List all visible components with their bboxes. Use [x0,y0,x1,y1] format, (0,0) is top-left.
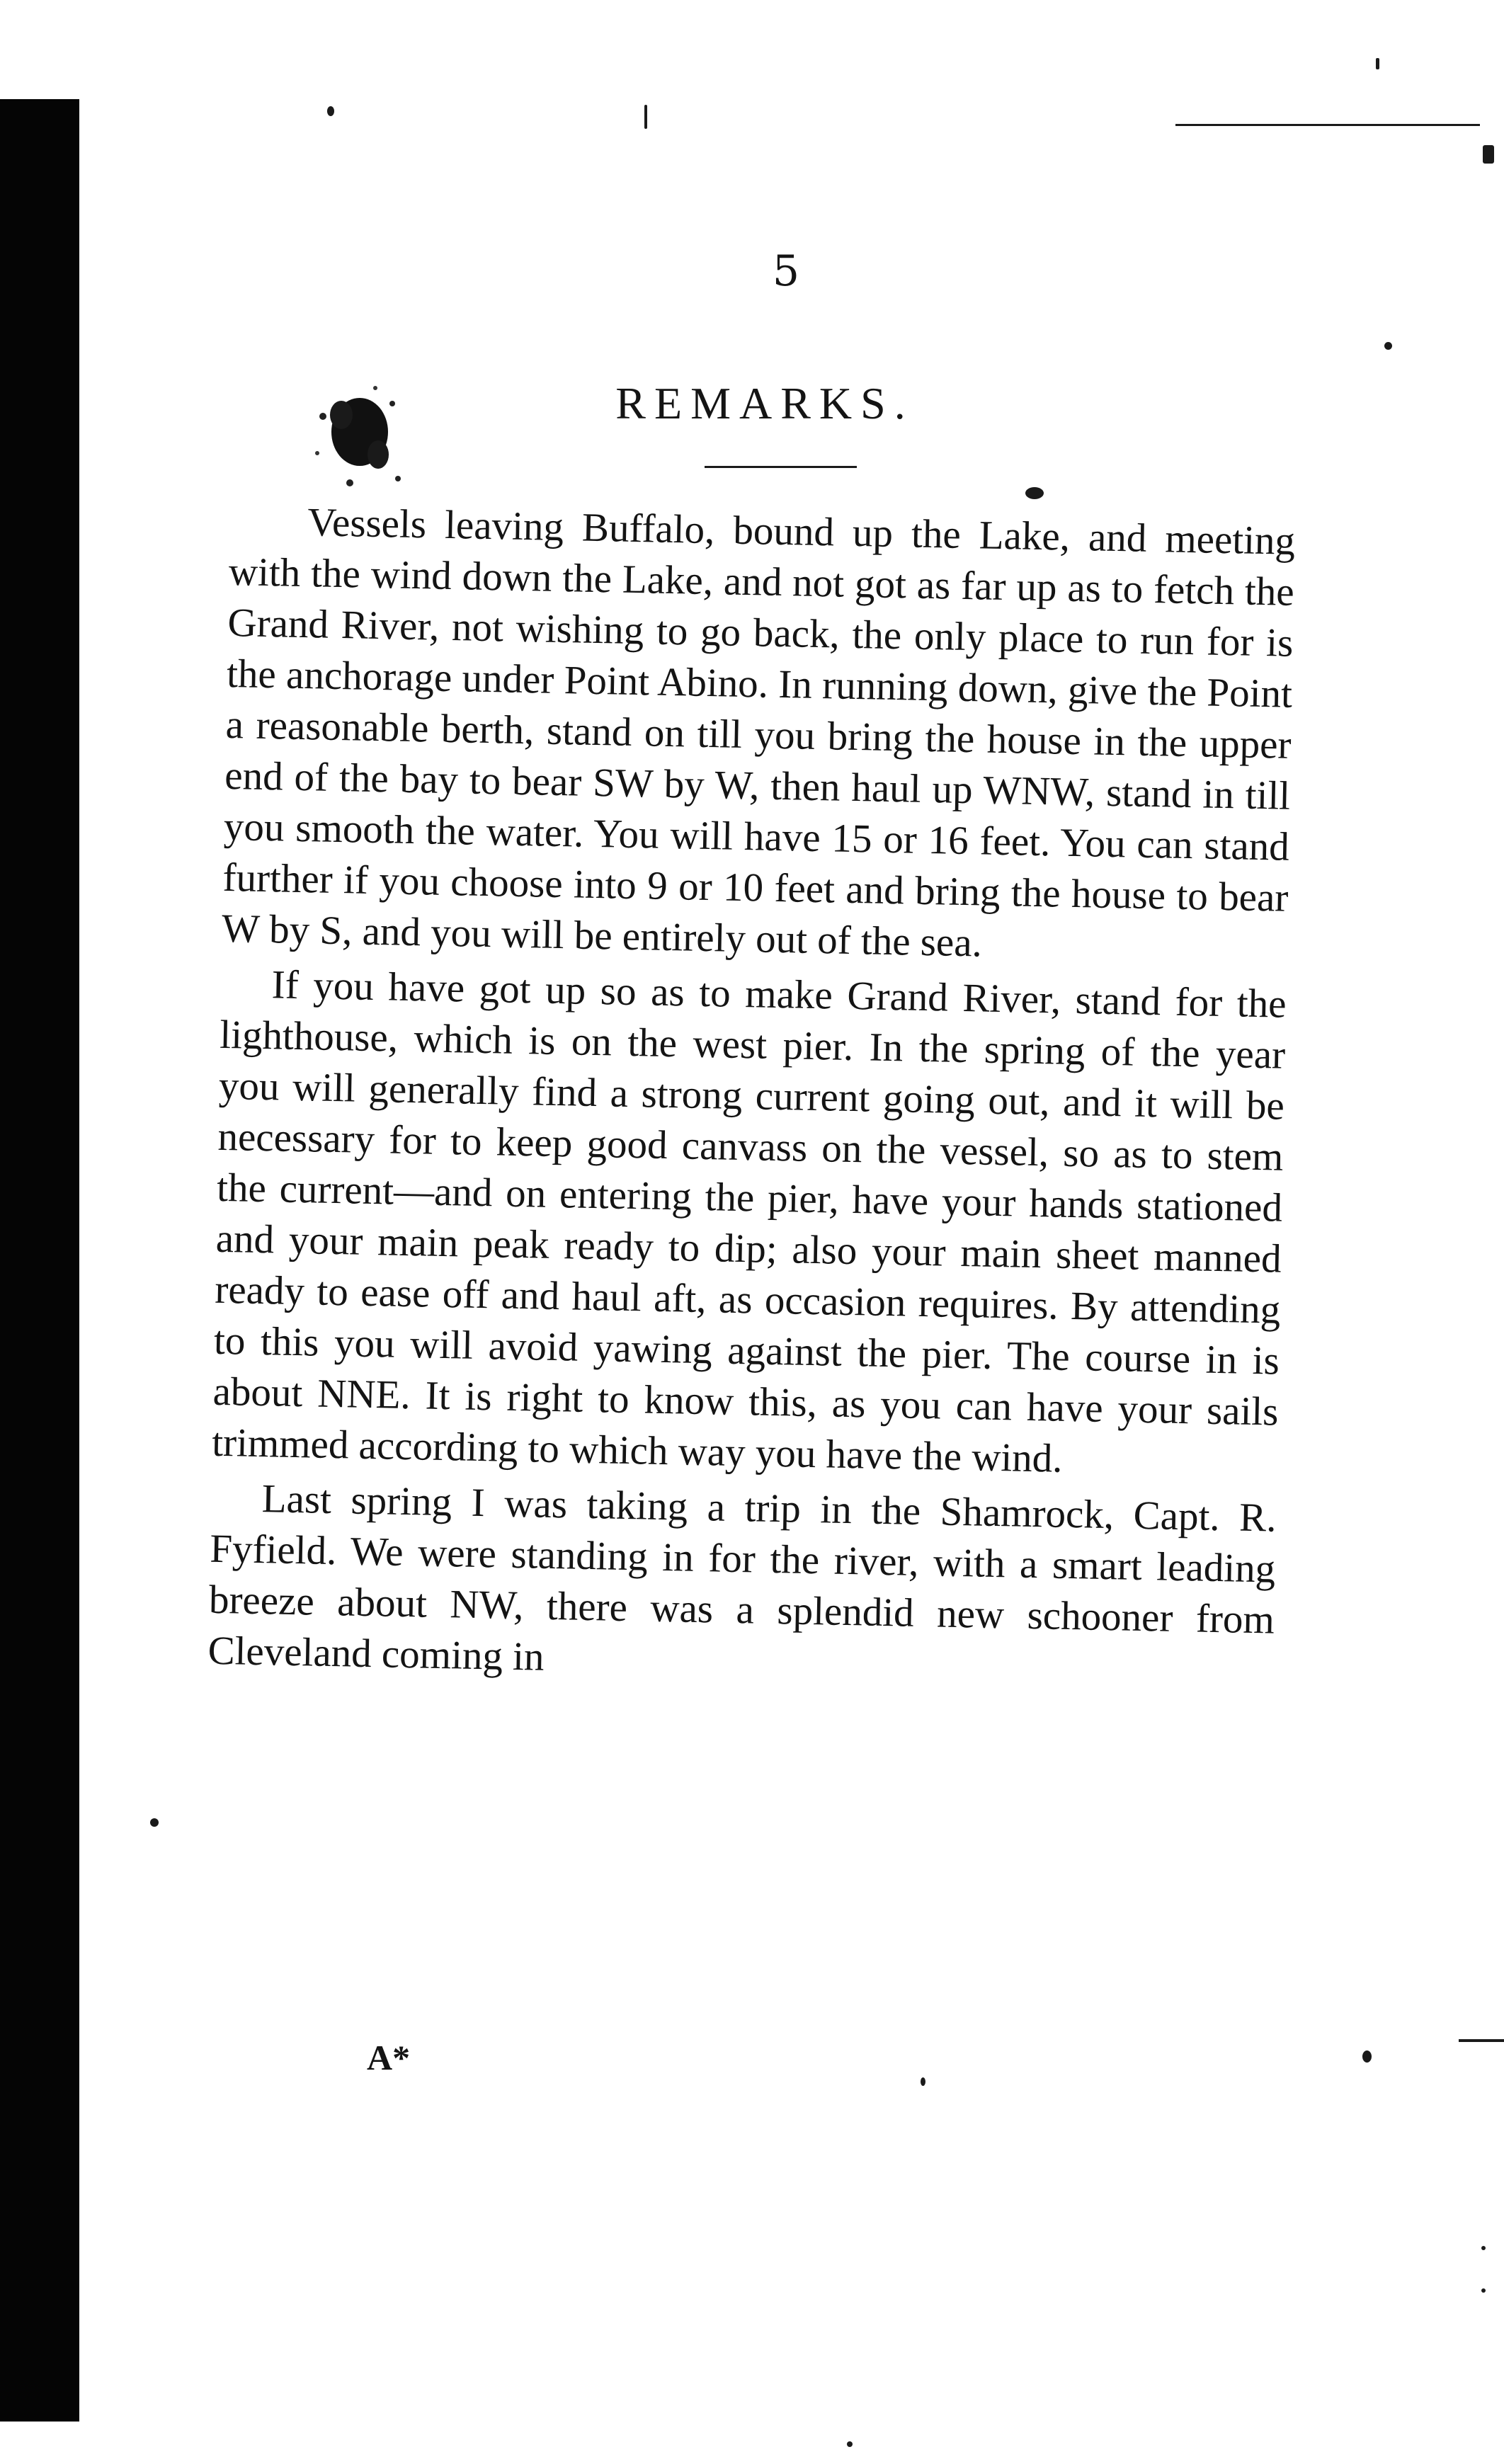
ink-speck [644,105,647,129]
section-heading: REMARKS. [615,378,914,428]
ink-speck [847,2441,853,2447]
binding-shadow [0,99,79,2422]
ink-speck [150,1818,159,1827]
signature-mark: A* [367,2038,411,2077]
ink-speck [1481,2246,1486,2250]
ink-speck [921,2077,925,2086]
margin-rule-top [1175,124,1480,126]
paragraph: Last spring I was taking a trip in the Shamrock, Capt. R. Fyfield. We were standing in for the river, with a smart leading breeze about NW, there was a splendid new schooner from Cleveland coming in [207,1476,1277,1679]
paragraph: Vessels leaving Buffalo, bound up the Lake, and meeting with the wind down the Lake, and not got as far up as to fetch the Grand River, not wishing to go back, the only place to run for is the anchorage under Point Abino. In running down, give the Point a reasonable berth, stand on till you bring the house in the upper end of the bay to bear SW by W, then haul up WNW, stand in till you smooth the water. You will have 15 or 16 feet. You can stand further if you choose into 9 or 10 feet and bring the house to bear W by S, and you will be entirely out of the sea. [221,500,1296,966]
ink-blot [304,375,411,496]
paragraph: If you have got up so as to make Grand River, stand for the lighthouse, which is on the west pier. In the spring of the year you will generally find a strong current going out, and it will be necessary for to keep good canvass on the vessel, so as to stem the current—and on entering the pier, have your hands stationed and your main peak ready to dip; also your main sheet manned ready to ease off and haul aft, as occasion requires. By attending to this you will avoid yawing against the pier. The course in is about NNE. It is right to know this, as you can have your sails trimmed according to which way you have the wind. [211,962,1287,1481]
ink-speck [1376,58,1379,69]
margin-rule-bottom [1459,2039,1504,2042]
ink-speck [1362,2051,1372,2063]
body-text [207,496,1296,1701]
ink-speck [1481,2288,1486,2293]
ink-speck [327,106,334,116]
ink-speck [1384,342,1392,350]
page-number: 5 [772,246,800,296]
heading-rule [705,466,857,468]
ink-speck [1025,487,1044,499]
ink-speck [1483,145,1494,164]
